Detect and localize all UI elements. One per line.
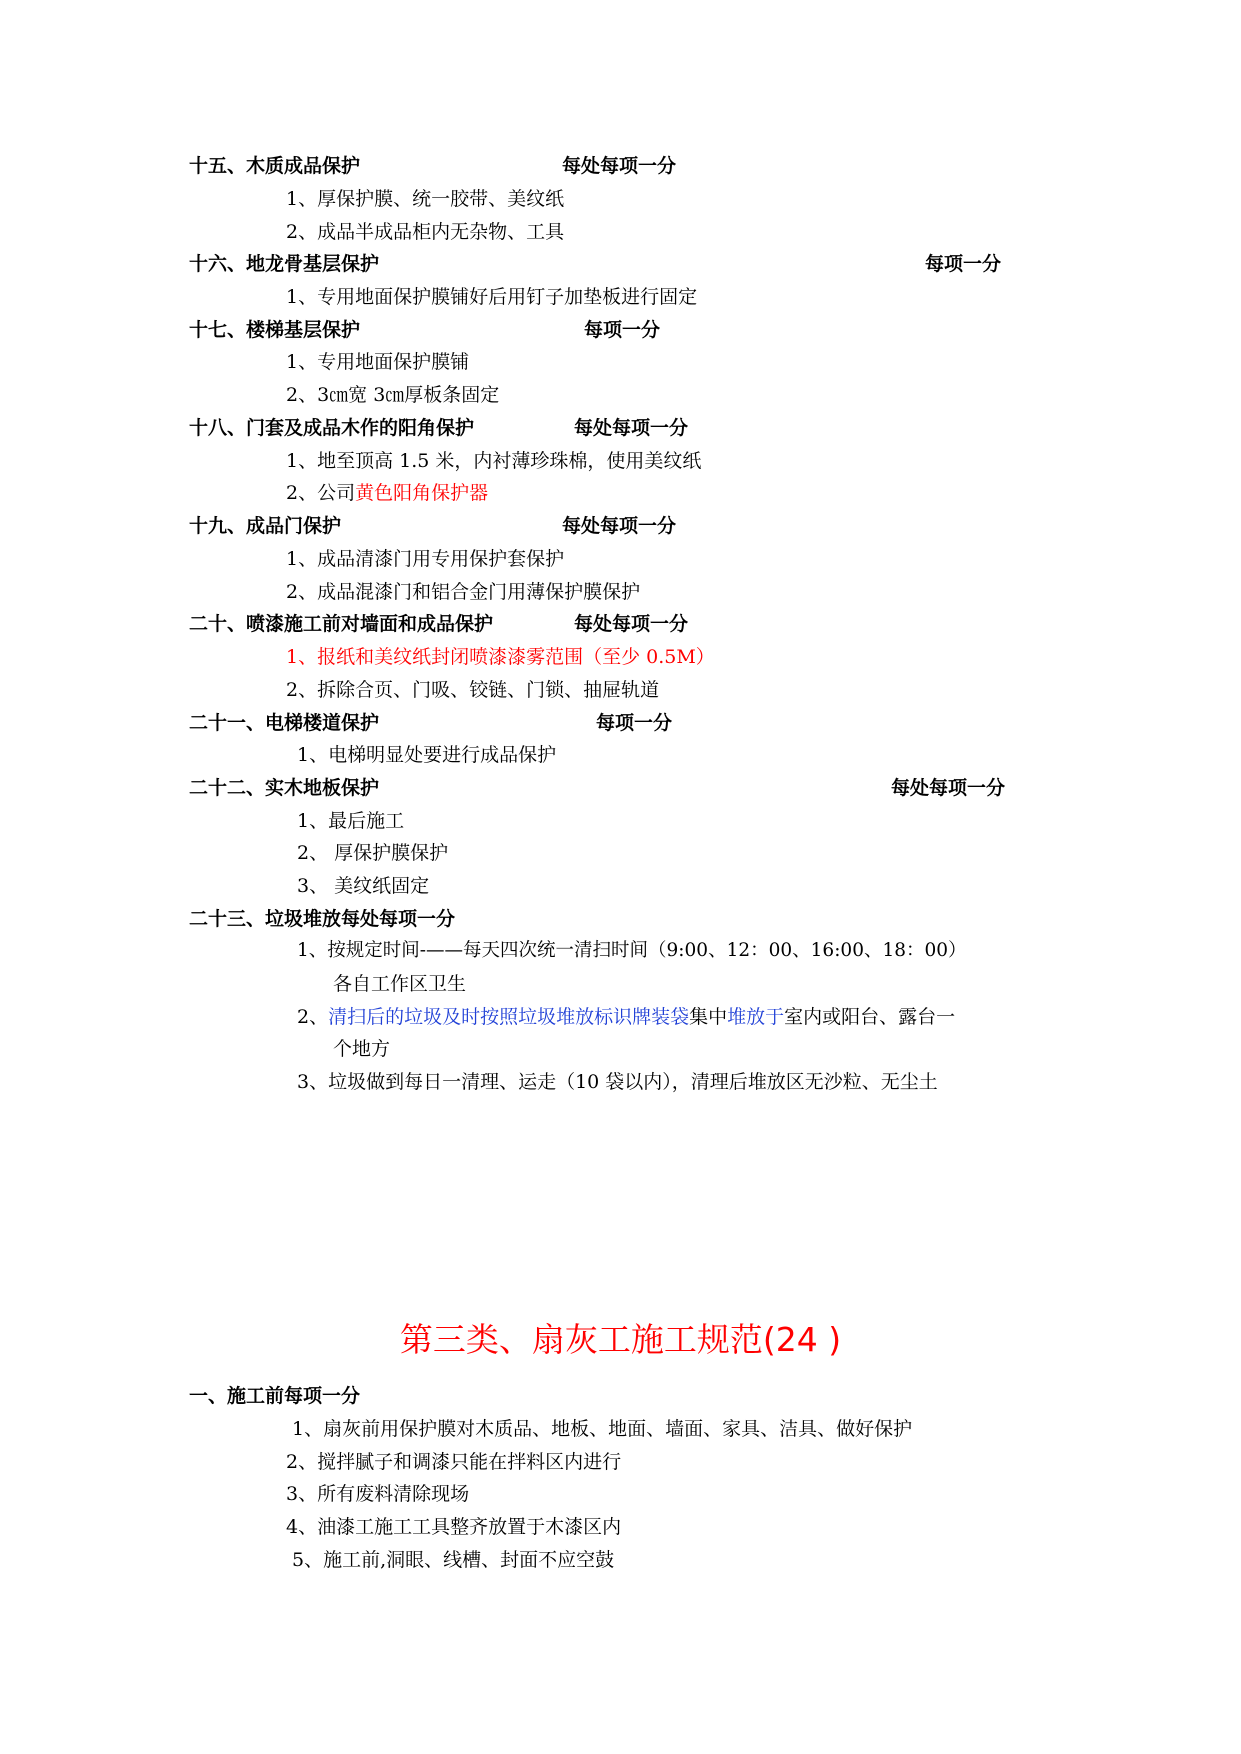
section-16-title: 十六、地龙骨基层保护: [189, 253, 380, 275]
section-21-title: 二十一、电梯楼道保护: [189, 712, 380, 734]
section-23-item-1-line-2: 各自工作区卫生: [333, 973, 467, 995]
section-22-title: 二十二、实木地板保护: [189, 777, 380, 799]
cat3-section-1-item-4: 4、油漆工施工工具整齐放置于木漆区内: [286, 1516, 622, 1538]
section-20-item-2: 2、拆除合页、门吸、铰链、门锁、抽屉轨道: [286, 679, 660, 701]
section-18-item-2-highlight: 黄色阳角保护器: [355, 482, 489, 504]
section-23-item-2-black-2: 室内或阳台、露台一: [784, 1006, 956, 1028]
section-22-item-1: 1、最后施工: [297, 810, 405, 832]
section-18-item-2-prefix: 2、公司: [286, 482, 356, 504]
section-23-item-2-number: 2、: [297, 1006, 329, 1028]
section-20-item-1: 1、报纸和美纹纸封闭喷漆漆雾范围（至少 0.5M）: [286, 646, 715, 668]
cat3-section-1-item-1: 1、扇灰前用保护膜对木质品、地板、地面、墙面、家具、洁具、做好保护: [292, 1418, 913, 1440]
section-17-title: 十七、楼梯基层保护: [189, 319, 361, 341]
section-23-item-2-line-1: [297, 1005, 955, 1029]
section-19-item-2: 2、成品混漆门和铝合金门用薄保护膜保护: [286, 581, 641, 603]
section-21-score: 每项一分: [596, 712, 673, 734]
section-15-item-2: 2、成品半成品柜内无杂物、工具: [286, 221, 565, 243]
cat3-section-1-item-5: 5、施工前,洞眼、线槽、封面不应空鼓: [292, 1549, 615, 1571]
section-23-item-3: 3、垃圾做到每日一清理、运走（10 袋以内），清理后堆放区无沙粒、无尘土: [297, 1071, 938, 1093]
cat3-section-1-item-3: 3、所有废料清除现场: [286, 1483, 470, 1505]
section-19-title: 十九、成品门保护: [189, 515, 342, 537]
section-22-item-3: 3、 美纹纸固定: [297, 875, 430, 897]
section-23-title: 二十三、垃圾堆放每处每项一分: [189, 908, 456, 930]
section-21-item-1: 1、电梯明显处要进行成品保护: [297, 744, 557, 766]
section-15-score: 每处每项一分: [562, 155, 677, 177]
section-19-score: 每处每项一分: [562, 515, 677, 537]
section-19-item-1: 1、成品清漆门用专用保护套保护: [286, 548, 565, 570]
section-18-score: 每处每项一分: [574, 417, 689, 439]
section-20-score: 每处每项一分: [574, 613, 689, 635]
section-22-item-2: 2、 厚保护膜保护: [297, 842, 449, 864]
cat3-section-1-item-2: 2、搅拌腻子和调漆只能在拌料区内进行: [286, 1451, 622, 1473]
section-18-title: 十八、门套及成品木作的阳角保护: [189, 417, 475, 439]
cat3-section-1-title: 一、施工前每项一分: [189, 1385, 361, 1407]
section-17-item-2: 2、3㎝宽 3㎝厚板条固定: [286, 384, 500, 406]
section-22-score: 每处每项一分: [891, 777, 1006, 799]
section-15-title: 十五、木质成品保护: [189, 155, 361, 177]
section-23-item-2-black-1: 集中: [689, 1006, 728, 1028]
section-17-score: 每项一分: [584, 319, 661, 341]
section-17-item-1: 1、专用地面保护膜铺: [286, 351, 470, 373]
section-18-item-1: 1、地至顶高 1.5 米，内衬薄珍珠棉，使用美纹纸: [286, 450, 702, 472]
section-16-score: 每项一分: [925, 253, 1002, 275]
section-16-item-1: 1、专用地面保护膜铺好后用钉子加垫板进行固定: [286, 286, 698, 308]
section-23-item-1-line-1: 1、按规定时间-——每天四次统一清扫时间（9:00、12：00、16:00、18：00）: [297, 940, 967, 961]
section-20-title: 二十、喷漆施工前对墙面和成品保护: [189, 613, 494, 635]
category-3-title: 第三类、扇灰工施工规范(24 ): [399, 1320, 842, 1359]
section-23-item-2-blue-1: 清扫后的垃圾及时按照垃圾堆放标识牌装袋: [328, 1006, 690, 1028]
section-15-item-1: 1、厚保护膜、统一胶带、美纹纸: [286, 188, 565, 210]
section-23-item-2-line-2: 个地方: [333, 1038, 391, 1060]
section-23-item-2-blue-2: 堆放于: [727, 1006, 785, 1028]
section-18-item-2: [286, 481, 488, 505]
